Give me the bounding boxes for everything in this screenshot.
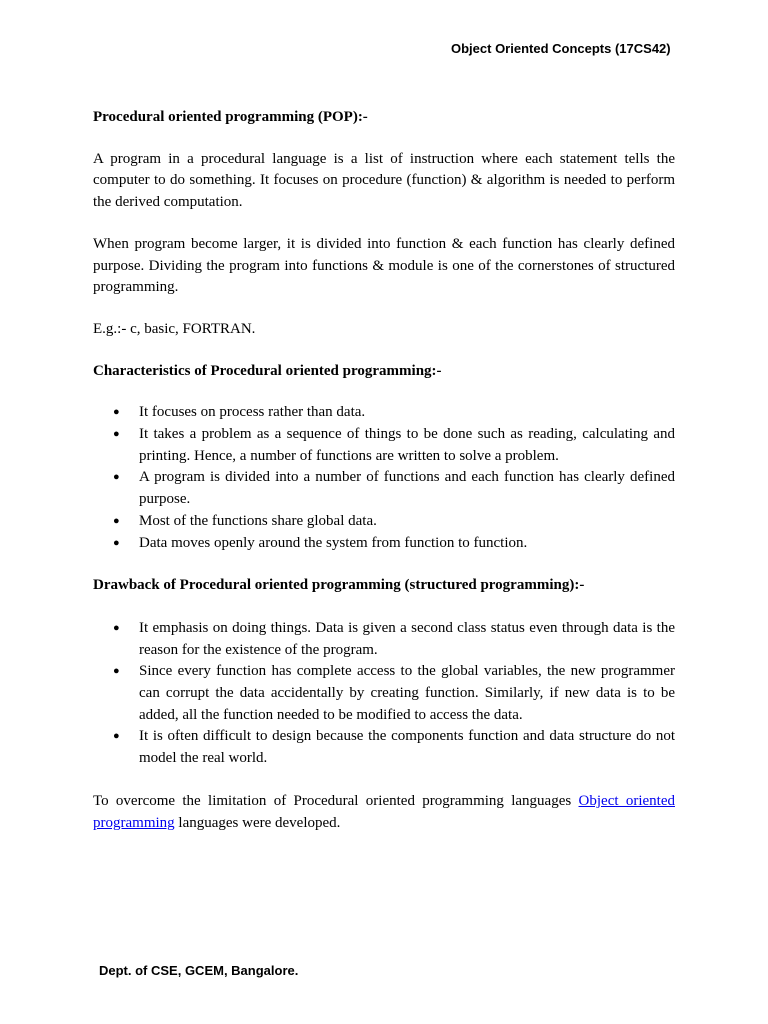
bullet-dot-icon: ● [113, 621, 120, 634]
object-oriented-programming-link[interactable]: Object oriented programming [93, 792, 675, 831]
drawback-heading: Drawback of Procedural oriented programming (structured programming):- [93, 577, 585, 594]
list-item-text: It emphasis on doing things. Data is given a second class status even through data is the reason for the existence of the program. [139, 619, 675, 658]
list-item [93, 726, 675, 769]
conclusion-text-after: languages were developed. [174, 814, 341, 831]
list-item [93, 661, 675, 726]
list-item [93, 533, 675, 555]
list-item [93, 424, 675, 467]
pop-paragraph-2: When program become larger, it is divided into function & each function has clearly defined purpose. Dividing the program into functions & module is one of the cornerstones of structured programming. [93, 235, 675, 296]
list-item [93, 467, 675, 510]
conclusion-text-before: To overcome the limitation of Procedural oriented programming languages [93, 792, 579, 809]
bullet-dot-icon: ● [113, 471, 120, 484]
list-item-text: It focuses on process rather than data. [139, 404, 366, 421]
examples-line: E.g.:- c, basic, FORTRAN. [93, 320, 256, 337]
bullet-dot-icon: ● [113, 665, 120, 678]
list-item-text: It takes a problem as a sequence of things to be done such as reading, calculating and printing. Hence, a number of functions are written to solve a problem. [139, 426, 675, 464]
page-header-title: Object Oriented Concepts (17CS42) [451, 41, 671, 56]
bullet-dot-icon: ● [113, 406, 120, 419]
list-item [93, 402, 675, 424]
list-item-text: Most of the functions share global data. [139, 512, 377, 529]
drawbacks-list [93, 618, 675, 770]
list-item [93, 511, 675, 533]
list-item-text: Since every function has complete access to the global variables, the new programmer can corrupt the data accidentally by creating function. Similarly, if new data is to be added, all the function needed to be modified to access the data. [139, 663, 675, 723]
list-item-text: Data moves openly around the system from function to function. [139, 534, 528, 551]
page-footer: Dept. of CSE, GCEM, Bangalore. [99, 963, 299, 978]
document-body [93, 107, 675, 834]
bullet-dot-icon: ● [113, 514, 120, 527]
bullet-dot-icon: ● [113, 730, 120, 743]
bullet-dot-icon: ● [113, 536, 120, 549]
characteristics-heading: Characteristics of Procedural oriented programming:- [93, 362, 442, 379]
bullet-dot-icon: ● [113, 428, 120, 441]
conclusion-paragraph [93, 791, 675, 834]
pop-paragraph-1: A program in a procedural language is a list of instruction where each statement tells the computer to do something. It focuses on procedure (function) & algorithm is needed to perform the derived computation. [93, 150, 675, 211]
characteristics-list [93, 402, 675, 554]
list-item [93, 618, 675, 661]
list-item-text: It is often difficult to design because the components function and data structure do not model the real world. [139, 728, 675, 767]
list-item-text: A program is divided into a number of functions and each function has clearly defined purpose. [139, 469, 675, 508]
pop-heading: Procedural oriented programming (POP):- [93, 109, 368, 125]
